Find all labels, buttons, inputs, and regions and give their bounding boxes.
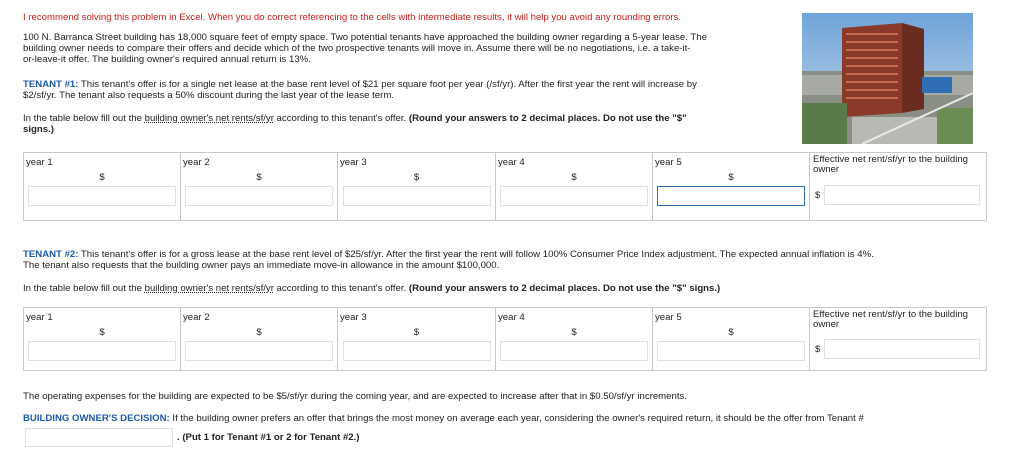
decision-question: If the building owner prefers an offer that brings the most money on average each year, considering the owner's required return, it should be the offer from Tenant # xyxy=(169,413,864,424)
t1-effective-rent-input[interactable] xyxy=(824,185,980,205)
rounding-instruction-cont: signs.) xyxy=(23,124,54,135)
problem-line-1: 100 N. Barranca Street building has 18,000 square feet of empty space. Two potential tenants have approached the building owner regarding a 5-year lease. The xyxy=(23,32,707,43)
year-label: year 3 xyxy=(340,312,367,323)
tenant1-table xyxy=(23,152,987,221)
instr-after: according to this tenant's offer. xyxy=(273,283,409,294)
t2-effective-cell xyxy=(810,308,987,371)
t1-year-3-input[interactable] xyxy=(343,186,491,206)
tenant2-label: TENANT #2: xyxy=(23,249,79,260)
net-rents-term: building owner's net rents/sf/yr xyxy=(144,113,274,124)
tenant1-text: This tenant's offer is for a single net lease at the base rent level of $21 per square foot per year (/sf/yr). After the first year the rent will increase by xyxy=(78,79,697,90)
tenant2-instructions xyxy=(23,283,720,294)
dollar-sign: $ xyxy=(99,172,105,183)
year-label: year 3 xyxy=(340,157,367,168)
operating-expenses-note: The operating expenses for the building are expected to be $5/sf/yr during the coming year, and are expected to increase after that in $0.50/sf/yr increments. xyxy=(23,391,687,402)
tenant2-description-1 xyxy=(23,249,874,260)
dollar-sign: $ xyxy=(413,172,420,183)
net-rents-term: building owner's net rents/sf/yr xyxy=(144,283,274,294)
year-label: year 5 xyxy=(655,157,682,168)
t2-effective-rent-input[interactable] xyxy=(824,339,980,359)
t1-year-2-cell xyxy=(181,153,338,221)
dollar-sign: $ xyxy=(571,327,577,338)
tenant1-description-1 xyxy=(23,79,697,90)
rounding-instruction: (Round your answers to 2 decimal places. Do not use the "$" signs.) xyxy=(408,283,721,294)
dollar-sign: $ xyxy=(815,344,821,355)
t1-effective-cell xyxy=(810,153,987,221)
dollar-sign: $ xyxy=(571,172,577,183)
t2-year-1-cell xyxy=(24,308,181,371)
t2-year-4-input[interactable] xyxy=(500,341,648,361)
t1-year-1-cell xyxy=(24,153,181,221)
t1-year-2-input[interactable] xyxy=(185,186,333,206)
excel-recommendation: I recommend solving this problem in Excel. When you do correct referencing to the cells with intermediate results, it will help you avoid any rounding errors. xyxy=(23,12,682,23)
t2-year-2-cell xyxy=(181,308,338,371)
tenant1-label: TENANT #1: xyxy=(23,79,79,90)
dollar-sign: $ xyxy=(256,172,262,183)
decision-hint: . (Put 1 for Tenant #1 or 2 for Tenant #2.) xyxy=(177,432,360,443)
t1-year-5-input[interactable] xyxy=(657,186,805,206)
tenant2-table xyxy=(23,307,987,371)
year-label: year 2 xyxy=(183,312,210,323)
year-label: year 5 xyxy=(655,312,682,323)
problem-line-3: or-leave-it offer. The building owner's required annual return is 13%. xyxy=(23,54,311,65)
dollar-sign: $ xyxy=(413,327,420,338)
t2-year-3-cell xyxy=(338,308,496,371)
effective-rent-header: Effective net rent/sf/yr to the building owner xyxy=(813,309,969,330)
t2-year-1-input[interactable] xyxy=(28,341,176,361)
instr-before: In the table below fill out the xyxy=(23,283,145,294)
rounding-instruction: (Round your answers to 2 decimal places. Do not use the "$" xyxy=(408,113,687,124)
year-label: year 4 xyxy=(498,312,525,323)
t1-year-1-input[interactable] xyxy=(28,186,176,206)
t2-year-5-input[interactable] xyxy=(657,341,805,361)
dollar-sign: $ xyxy=(815,190,821,201)
owner-decision-text xyxy=(23,413,864,424)
decision-input[interactable] xyxy=(25,428,173,447)
dollar-sign: $ xyxy=(728,327,734,338)
tenant1-instructions xyxy=(23,113,687,124)
dollar-sign: $ xyxy=(256,327,262,338)
t2-year-2-input[interactable] xyxy=(185,341,333,361)
building-photo xyxy=(802,13,973,144)
dollar-sign: $ xyxy=(99,327,105,338)
instr-before: In the table below fill out the xyxy=(23,113,145,124)
instr-after: according to this tenant's offer. xyxy=(273,113,409,124)
t1-year-4-cell xyxy=(496,153,653,221)
decision-hint-text: (Put 1 for Tenant #1 or 2 for Tenant #2.) xyxy=(182,432,360,443)
year-label: year 1 xyxy=(26,157,53,168)
t1-year-4-input[interactable] xyxy=(500,186,648,206)
t2-year-3-input[interactable] xyxy=(343,341,491,361)
t1-year-5-cell xyxy=(653,153,810,221)
year-label: year 4 xyxy=(498,157,525,168)
year-label: year 1 xyxy=(26,312,53,323)
tenant1-description-2: $2/sf/yr. The tenant also requests a 50% discount during the last year of the lease term. xyxy=(23,90,394,101)
problem-line-2: building owner needs to compare their offers and decide which of the two prospective tenants will move in. Assume there will be no negotiations, i.e. a take-it- xyxy=(23,43,691,54)
tenant2-description-2: The tenant also requests that the building owner pays an immediate move-in allowance in the amount $100,000. xyxy=(23,260,500,271)
effective-rent-header: Effective net rent/sf/yr to the building owner xyxy=(813,154,969,175)
decision-label: BUILDING OWNER'S DECISION: xyxy=(23,413,170,424)
year-label: year 2 xyxy=(183,157,210,168)
t1-year-3-cell xyxy=(338,153,496,221)
dollar-sign: $ xyxy=(728,172,734,183)
tenant2-text: This tenant's offer is for a gross lease at the base rent level of $25/sf/yr. After the first year the rent will follow 100% Consumer Price Index adjustment. The expected annual inflation is 4%. xyxy=(78,249,874,260)
t2-year-5-cell xyxy=(653,308,810,371)
t2-year-4-cell xyxy=(496,308,653,371)
